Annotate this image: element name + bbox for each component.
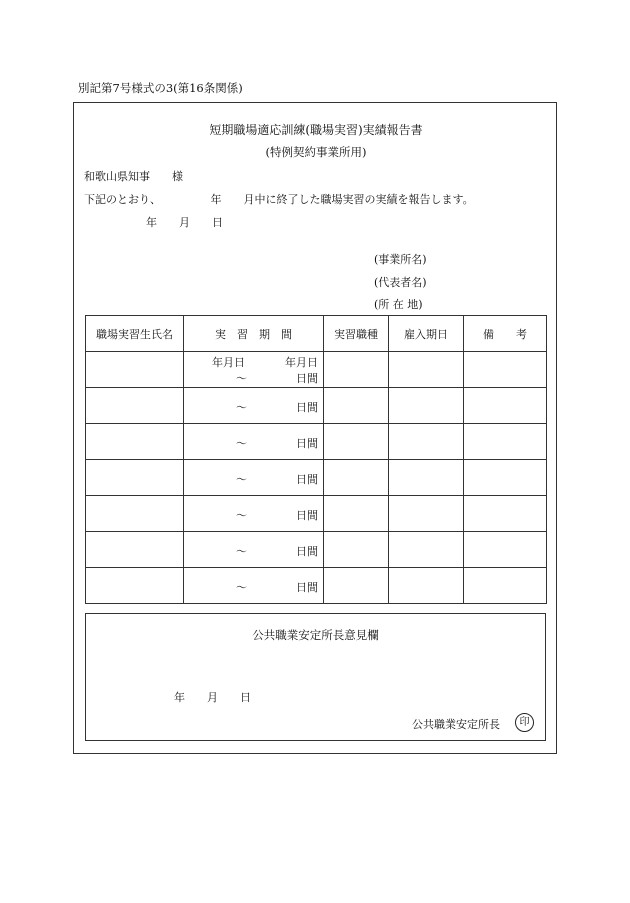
period-start-label: 年月日	[212, 356, 245, 369]
report-form	[73, 102, 557, 754]
days-label: 日間	[296, 581, 318, 594]
trainee-name-cell[interactable]	[86, 532, 184, 568]
representative-label: (代表者名)	[374, 276, 427, 289]
form-reference-label: 別記第7号様式の3(第16条関係)	[78, 81, 243, 95]
table-header-row	[86, 316, 547, 352]
tilde: 〜	[236, 581, 247, 594]
header-hire-date: 雇入期日	[389, 316, 464, 352]
table-row	[86, 424, 547, 460]
period-cell[interactable]	[184, 388, 324, 424]
hire-date-cell[interactable]	[389, 568, 464, 604]
job-type-cell[interactable]	[324, 496, 389, 532]
remarks-cell[interactable]	[464, 352, 547, 388]
trainee-name-cell[interactable]	[86, 424, 184, 460]
hire-date-cell[interactable]	[389, 352, 464, 388]
tilde: 〜	[236, 401, 247, 414]
hire-date-cell[interactable]	[389, 496, 464, 532]
opinion-box	[85, 613, 546, 741]
remarks-cell[interactable]	[464, 460, 547, 496]
header-training-period: 実 習 期 間	[184, 316, 324, 352]
business-name-label: (事業所名)	[374, 253, 427, 266]
days-label: 日間	[296, 509, 318, 522]
job-type-cell[interactable]	[324, 424, 389, 460]
form-subtitle: (特例契約事業所用)	[265, 145, 367, 159]
table-row	[86, 496, 547, 532]
table-row	[86, 388, 547, 424]
seal-icon: 印	[515, 713, 534, 732]
period-cell[interactable]	[184, 352, 324, 388]
records-body	[86, 352, 547, 604]
table-row	[86, 532, 547, 568]
days-label: 日間	[296, 473, 318, 486]
hire-date-cell[interactable]	[389, 532, 464, 568]
job-type-cell[interactable]	[324, 388, 389, 424]
opinion-title: 公共職業安定所長意見欄	[252, 628, 379, 642]
header-trainee-name: 職場実習生氏名	[86, 316, 184, 352]
period-cell[interactable]	[184, 496, 324, 532]
days-label: 日間	[296, 545, 318, 558]
tilde: 〜	[236, 473, 247, 486]
intro-text: 下記のとおり、 年 月中に終了した職場実習の実績を報告します。	[84, 193, 474, 206]
trainee-name-cell[interactable]	[86, 496, 184, 532]
tilde: 〜	[236, 545, 247, 558]
remarks-cell[interactable]	[464, 424, 547, 460]
trainee-name-cell[interactable]	[86, 460, 184, 496]
report-date: 年 月 日	[146, 216, 223, 229]
records-table	[85, 315, 547, 604]
table-row	[86, 460, 547, 496]
hire-date-cell[interactable]	[389, 388, 464, 424]
remarks-cell[interactable]	[464, 388, 547, 424]
job-type-cell[interactable]	[324, 568, 389, 604]
days-label: 日間	[296, 401, 318, 414]
period-cell[interactable]	[184, 568, 324, 604]
header-job-type: 実習職種	[324, 316, 389, 352]
job-type-cell[interactable]	[324, 460, 389, 496]
remarks-cell[interactable]	[464, 568, 547, 604]
opinion-signer: 公共職業安定所長	[412, 718, 500, 731]
tilde: 〜	[236, 437, 247, 450]
days-label: 日間	[296, 437, 318, 450]
job-type-cell[interactable]	[324, 352, 389, 388]
table-row	[86, 352, 547, 388]
remarks-cell[interactable]	[464, 496, 547, 532]
tilde: 〜	[236, 372, 247, 385]
hire-date-cell[interactable]	[389, 460, 464, 496]
form-title: 短期職場適応訓練(職場実習)実績報告書	[209, 123, 423, 137]
trainee-name-cell[interactable]	[86, 568, 184, 604]
period-cell[interactable]	[184, 532, 324, 568]
address-label: (所 在 地)	[374, 298, 423, 311]
tilde: 〜	[236, 509, 247, 522]
hire-date-cell[interactable]	[389, 424, 464, 460]
header-remarks: 備 考	[464, 316, 547, 352]
table-row	[86, 568, 547, 604]
trainee-name-cell[interactable]	[86, 352, 184, 388]
remarks-cell[interactable]	[464, 532, 547, 568]
opinion-date: 年 月 日	[174, 691, 251, 704]
period-end-label: 年月日	[285, 356, 318, 369]
job-type-cell[interactable]	[324, 532, 389, 568]
days-label: 日間	[296, 372, 318, 385]
period-cell[interactable]	[184, 424, 324, 460]
addressee: 和歌山県知事 様	[84, 170, 183, 183]
trainee-name-cell[interactable]	[86, 388, 184, 424]
period-cell[interactable]	[184, 460, 324, 496]
